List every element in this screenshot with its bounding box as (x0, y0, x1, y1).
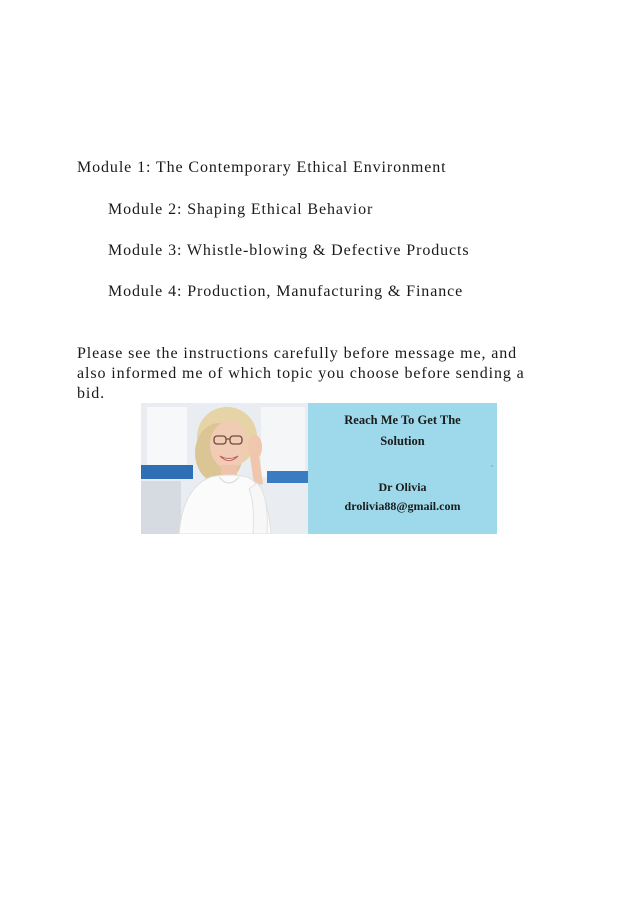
banner-heading-line1: Reach Me To Get The (344, 413, 461, 427)
contact-email: drolivia88@gmail.com (344, 499, 461, 513)
module-2-line: Module 2: Shaping Ethical Behavior (108, 201, 374, 218)
module-1-line: Module 1: The Contemporary Ethical Environment (77, 159, 447, 176)
contact-name: Dr Olivia (378, 480, 427, 494)
instructions-paragraph: Please see the instructions carefully before message me, and also informed me of which topic you choose before sending a bid. (77, 345, 525, 402)
module-3-line: Module 3: Whistle-blowing & Defective Products (108, 242, 470, 259)
contact-banner (141, 403, 497, 534)
tutor-photo (141, 403, 308, 534)
module-4-line: Module 4: Production, Manufacturing & Finance (108, 283, 464, 300)
contact-panel (308, 403, 497, 534)
banner-heading-line2: Solution (380, 434, 425, 448)
decorative-dot (491, 465, 493, 467)
